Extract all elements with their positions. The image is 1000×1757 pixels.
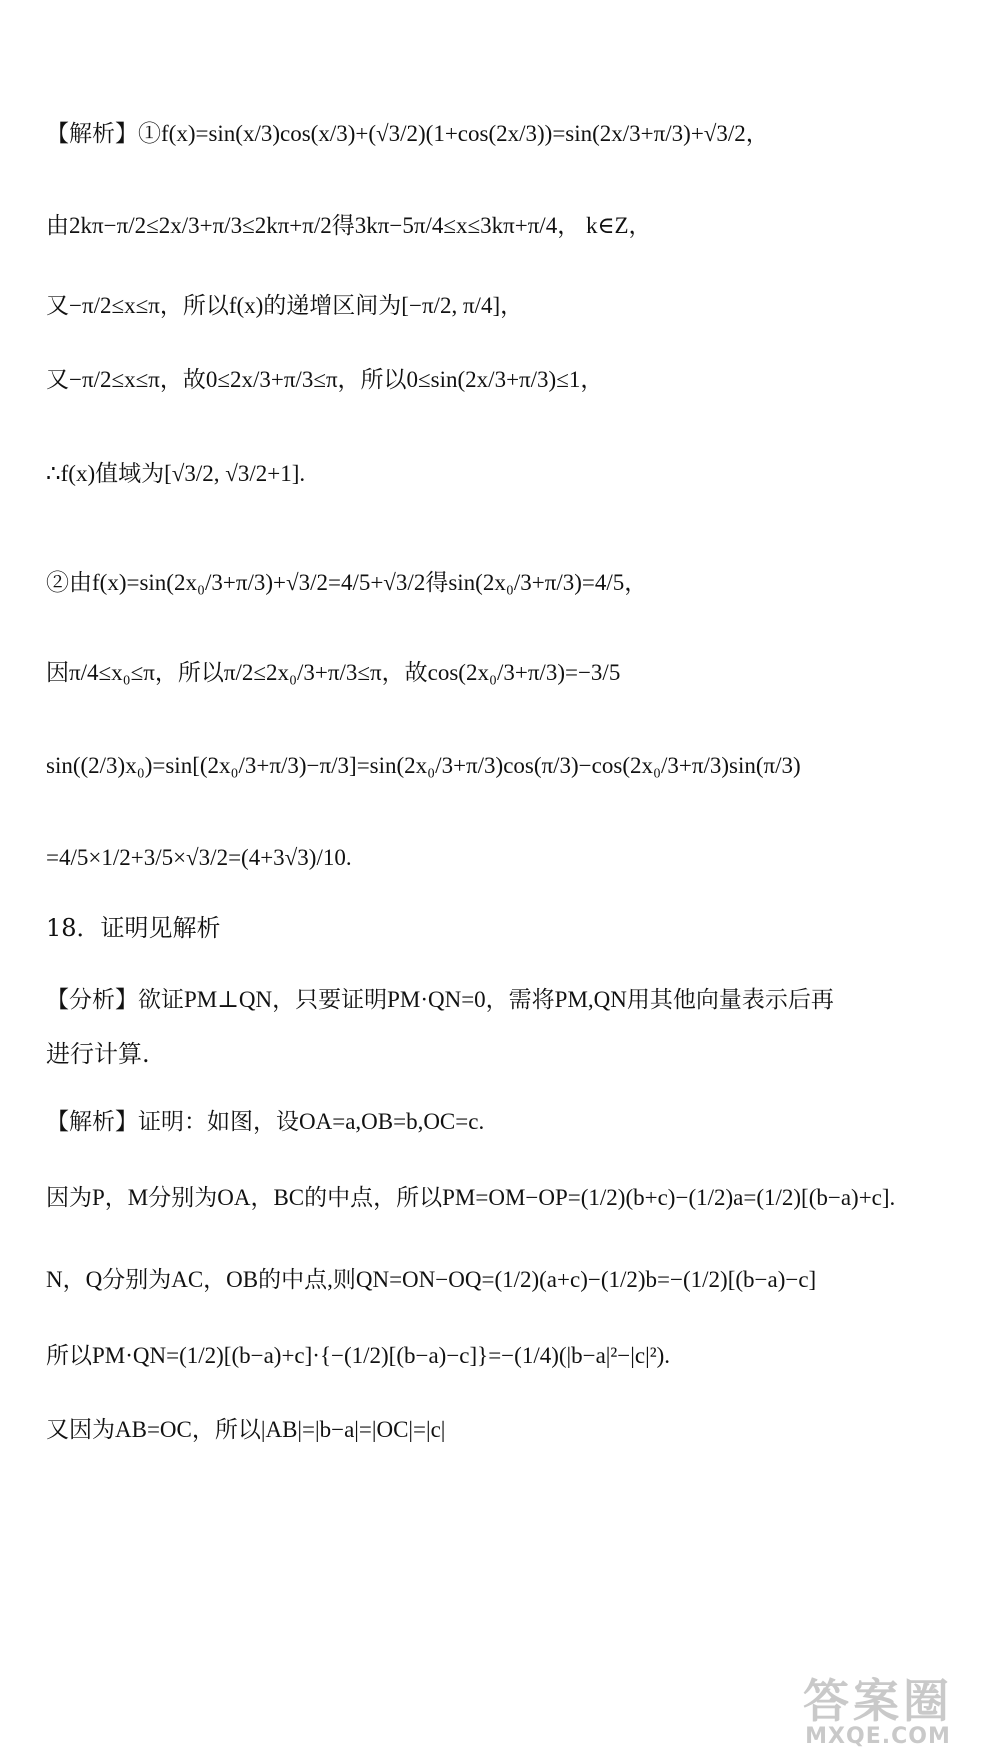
question-18-heading: 18．证明见解析: [46, 914, 221, 942]
solution-1-line-3: 又−π/2≤x≤π，所以f(x)的递增区间为[−π/2, π/4]，: [46, 293, 524, 318]
proof-line-3: N，Q分别为AC，OB的中点,则QN=ON−OQ=(1/2)(a+c)−(1/2)b=−(1/2)[(b−a)−c]: [46, 1267, 817, 1292]
proof-line-4: 所以PM·QN=(1/2)[(b−a)+c]·{−(1/2)[(b−a)−c]}=−(1/4)(|b−a|²−|c|²).: [46, 1343, 670, 1368]
solution-2-line-2: 因π/4≤x₀≤π，所以π/2≤2x₀/3+π/3≤π，故cos(2x₀/3+π/3)=−3/5: [46, 660, 621, 685]
solution-2-line-4: =4/5×1/2+3/5×√3/2=(4+3√3)/10.: [46, 845, 352, 870]
solution-1-line-1: 【解析】①f(x)=sin(x/3)cos(x/3)+(√3/2)(1+cos(2x/3))=sin(2x/3+π/3)+√3/2，: [46, 121, 769, 146]
solution-2-line-3: sin((2/3)x₀)=sin[(2x₀/3+π/3)−π/3]=sin(2x₀/3+π/3)cos(π/3)−cos(2x₀/3+π/3)sin(π/3): [46, 753, 801, 778]
solution-2-line-1: ②由f(x)=sin(2x₀/3+π/3)+√3/2=4/5+√3/2得sin(2x₀/3+π/3)=4/5，: [46, 570, 648, 595]
proof-line-2: 因为P，M分别为OA，BC的中点，所以PM=OM−OP=(1/2)(b+c)−(1/2)a=(1/2)[(b−a)+c].: [46, 1185, 896, 1210]
proof-line-1: 【解析】证明：如图，设OA=a,OB=b,OC=c.: [46, 1109, 485, 1134]
analysis-line-2: 进行计算.: [46, 1040, 150, 1068]
solution-1-line-5: ∴f(x)值域为[√3/2, √3/2+1].: [46, 461, 306, 486]
proof-line-5: 又因为AB=OC，所以|AB|=|b−a|=|OC|=|c|: [46, 1417, 446, 1442]
solution-1-line-2: 由2kπ−π/2≤2x/3+π/3≤2kπ+π/2得3kπ−5π/4≤x≤3kπ+π/4， k∈Z，: [46, 213, 652, 238]
site-watermark: [778, 1674, 978, 1751]
solution-1-line-4: 又−π/2≤x≤π，故0≤2x/3+π/3≤π，所以0≤sin(2x/3+π/3)≤1，: [46, 367, 604, 392]
watermark-url: MXQE.COM: [805, 1724, 951, 1749]
watermark-logo: 答案圈: [803, 1674, 953, 1728]
analysis-line-1: 【分析】欲证PM⊥QN，只要证明PM·QN=0，需将PM,QN用其他向量表示后再: [46, 987, 834, 1012]
